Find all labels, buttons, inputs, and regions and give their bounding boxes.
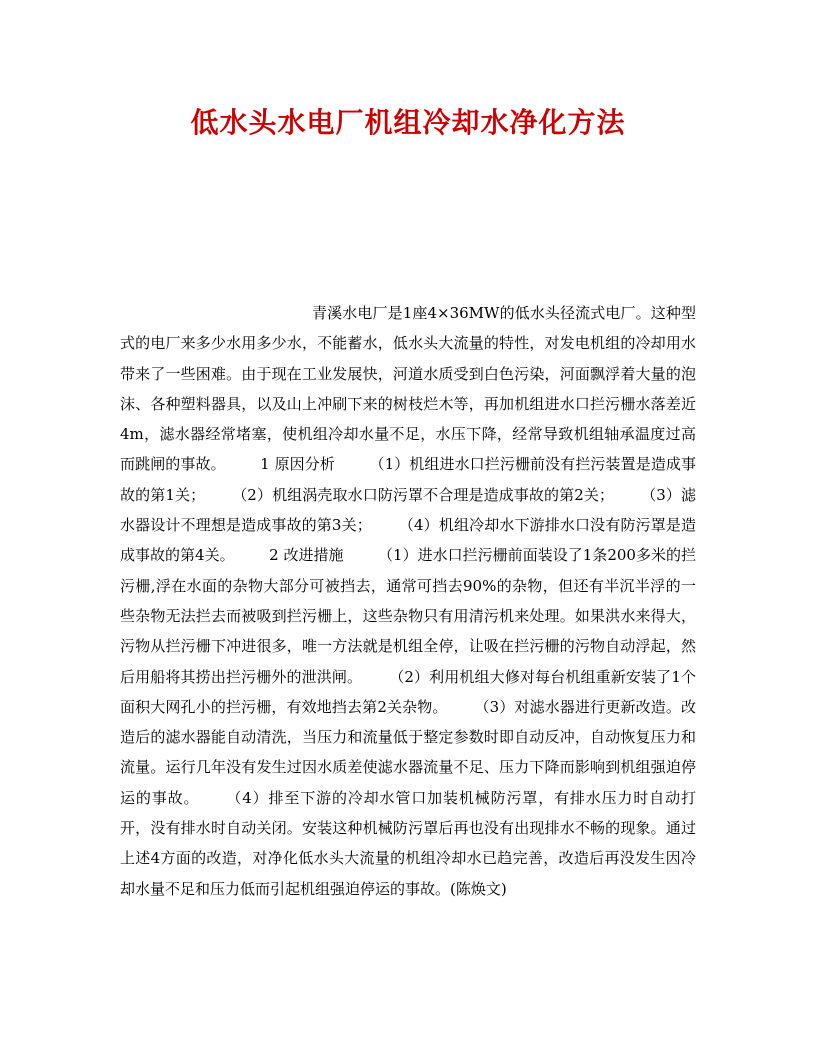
improvement-item-4: （4）排至下游的冷却水管口加装机械防污罩，有排水压力时自动打开，没有排水时自动关闭。安装这种机械防污罩后再也没有出现排水不畅的现象。通过上述4方面的改造，对净化低水头大流量的机组冷却水已趋完善，改造后再没发生因冷却水量不足和压力低而引起机组强迫停运的事故。(陈焕文)	[120, 788, 696, 898]
section-heading-cause-analysis: 1 原因分析	[260, 455, 335, 474]
section-heading-improvements: 2 改进措施	[269, 546, 344, 565]
improvement-item-2: （2）利用机组大修对每台机组重新安装了1个面积大网孔小的拦污栅，有效地挡去第2关杂物。	[120, 667, 696, 716]
improvement-item-3: （3）对滤水器进行更新改造。改造后的滤水器能自动清洗，当压力和流量低于整定参数时即自动反冲，自动恢复压力和流量。运行几年没有发生过因水质差使滤水器流量不足、压力下降而影响到机组强迫停运的事故。	[120, 697, 696, 807]
cause-item-1: （1）机组进水口拦污栅前没有拦污装置是造成事故的第1关；	[120, 455, 697, 504]
document-body	[120, 298, 696, 904]
cause-item-4: （4）机组冷却水下游排水口没有防污罩是造成事故的第4关。	[120, 516, 697, 565]
cause-item-2: （2）机组涡壳取水口防污罩不合理是造成事故的第2关；	[239, 485, 615, 504]
intro-paragraph: 青溪水电厂是1座4×36MW的低水头径流式电厂。这种型式的电厂来多少水用多少水，不能蓄水，低水头大流量的特性，对发电机组的冷却用水带来了一些困难。由于现在工业发展快，河道水质受到白色污染，河面飘浮着大量的泡沫、各种塑料器具，以及山上冲刷下来的树枝烂木等，再加机组进水口拦污栅水落差近4m，滤水器经常堵塞，使机组冷却水量不足，水压下降，经常导致机组轴承温度过高而跳闸的事故。	[120, 304, 696, 474]
cause-item-3: （3）滤水器设计不理想是造成事故的第3关；	[120, 485, 696, 535]
document-title: 低水头水电厂机组冷却水净化方法	[190, 106, 626, 139]
improvement-item-1: （1）进水口拦污栅前面装设了1条200多米的拦污栅,浮在水面的杂物大部分可被挡去，通常可挡去90%的杂物，但还有半沉半浮的一些杂物无法拦去而被吸到拦污栅上，这些杂物只有用清污机来处理。如果洪水来得大，污物从拦污栅下冲进很多，唯一方法就是机组全停，让吸在拦污栅的污物自动浮起，然后用船将其捞出拦污栅外的泄洪闸。	[120, 546, 696, 686]
